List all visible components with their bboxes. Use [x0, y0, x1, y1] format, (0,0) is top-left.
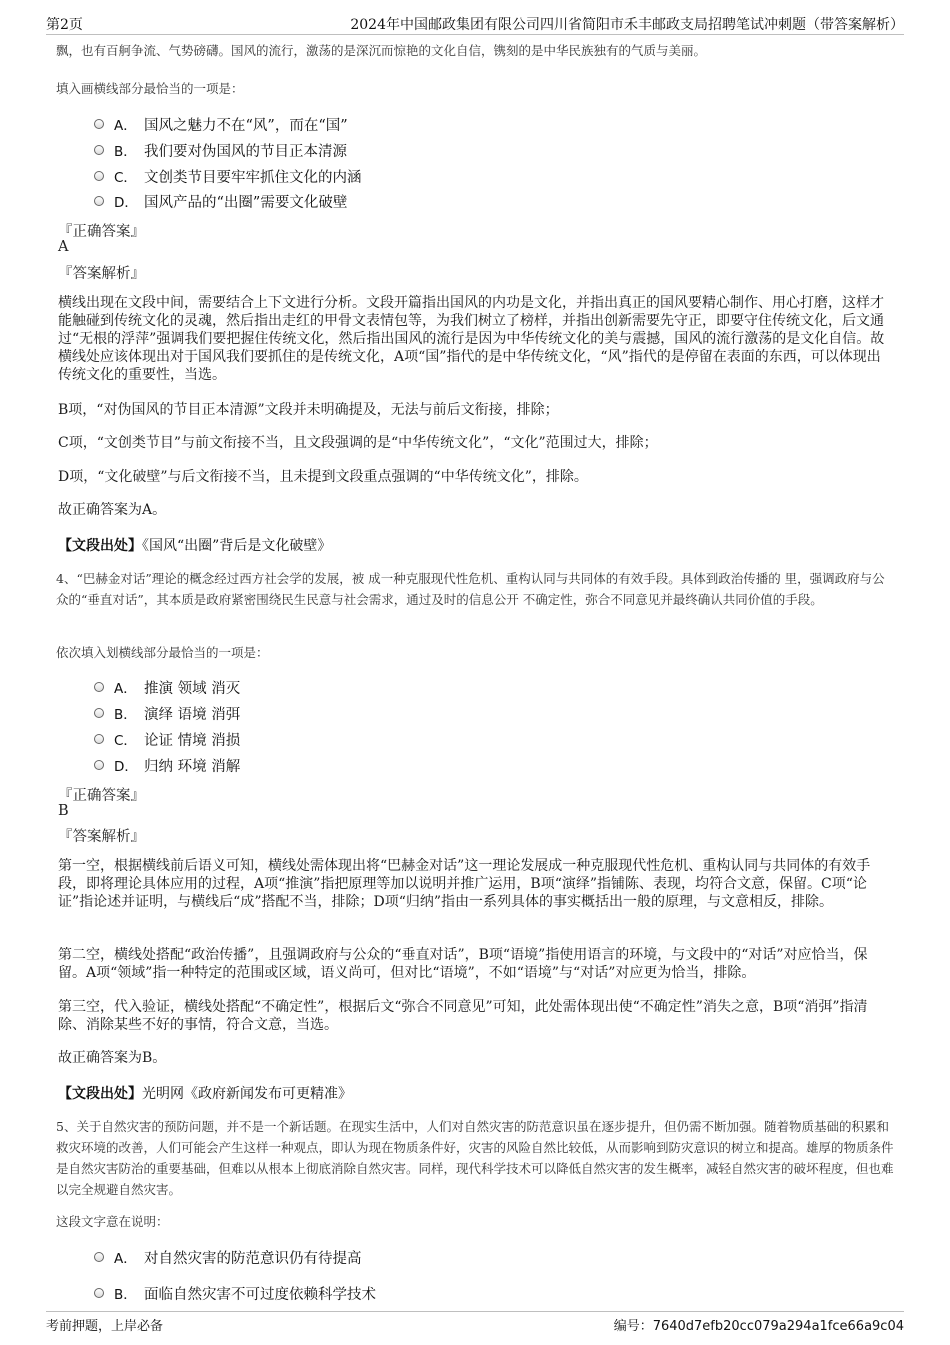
analysis-paragraph: 第一空，根据横线前后语义可知，横线处需体现出将“巴赫金对话”这一理论发展成一种克服现代性危机、重构认同与共同体的有效手段，即将理论具体应用的过程，A项“推演”指把原理等加以说明并推广运用，B项“演绎”指铺陈、表现，均符合文意，保留。C项“论证”指论述并证明，与横线后“成”搭配不当，排除；D项“归纳”指由一系列具体的事实概括出一般的原理，与文意相反，排除。: [58, 858, 871, 910]
option-b[interactable]: [94, 1283, 376, 1303]
option-key: A．: [114, 1251, 137, 1267]
question-5-prompt: 这段文字意在说明：: [56, 1214, 169, 1229]
option-text: 演绎 语境 消弭: [144, 706, 241, 723]
option-key: A．: [114, 118, 137, 134]
analysis-paragraph: B项，“对伪国风的节目正本清源”文段并未明确提及，无法与前后文衔接，排除；: [58, 402, 559, 418]
radio-icon[interactable]: [94, 734, 104, 744]
carry-over-text: 飘，也有百舸争流、气势磅礴。国风的流行，激荡的是深沉而惊艳的文化自信，镌刻的是中华民族独有的气质与美丽。: [56, 43, 707, 58]
option-key: B．: [114, 1287, 137, 1303]
radio-icon[interactable]: [94, 171, 104, 181]
radio-icon[interactable]: [94, 1288, 104, 1298]
source-label: 【文段出处】: [58, 538, 142, 554]
radio-icon[interactable]: [94, 760, 104, 770]
code-value: 7640d7efb20cc079a294a1fce66a9c04: [652, 1319, 904, 1334]
option-d[interactable]: [94, 191, 347, 211]
option-a[interactable]: [94, 114, 348, 134]
page-number: 第2页: [46, 17, 83, 33]
option-b[interactable]: [94, 140, 347, 160]
option-key: A．: [114, 681, 137, 697]
question-prompt: 填入画横线部分最恰当的一项是：: [56, 81, 244, 96]
radio-icon[interactable]: [94, 1252, 104, 1262]
analysis-paragraph: 第三空，代入验证，横线处搭配“不确定性”，根据后文“弥合不同意见”可知，此处需体现出使“不确定性”消失之意，B项“消弭”指清除、消除某些不好的事情，符合文意，当选。: [58, 999, 868, 1033]
source-citation: [58, 1083, 352, 1103]
option-text: 对自然灾害的防范意识仍有待提高: [144, 1250, 362, 1267]
radio-icon[interactable]: [94, 708, 104, 718]
option-key: D．: [114, 195, 138, 211]
option-key: C．: [114, 733, 137, 749]
source-citation: [58, 535, 331, 555]
option-c[interactable]: [94, 729, 240, 749]
question-5-stem: 5、关于自然灾害的预防问题，并不是一个新话题。在现实生活中，人们对自然灾害的防范意识虽在逐步提升，但仍需不断加强。随着物质基础的积累和救灾环境的改善，人们可能会产生这样一种观点，即认为现在物质条件好，灾害的风险自然比较低，从而影响到防灾意识的树立和提高。雄厚的物质条件是自然灾害防治的重要基础，但难以从根本上彻底消除自然灾害。同样，现代科学技术可以降低自然灾害的发生概率，减轻自然灾害的破坏程度，但也难以完全规避自然灾害。: [56, 1119, 894, 1197]
page-footer: [46, 1311, 904, 1334]
analysis-conclusion: 故正确答案为A。: [58, 502, 167, 518]
question-4-stem: 4、“巴赫金对话”理论的概念经过西方社会学的发展，被 成一种克服现代性危机、重构认同与共同体的有效手段。具体到政治传播的 里，强调政府与公众的“垂直对话”，其本质是政府紧密围绕民生民意与社会需求，通过及时的信息公开 不确定性，弥合不同意见并最终确认共同价值的手段。: [56, 571, 885, 607]
analysis-paragraph: 第二空，横线处搭配“政治传播”，且强调政府与公众的“垂直对话”，B项“语境”指使用语言的环境，与文段中的“对话”对应恰当，保留。A项“领域”指一种特定的范围或区域，语义尚可，但对比“语境”，不如“语境”与“对话”对应更为恰当，排除。: [58, 947, 868, 981]
radio-icon[interactable]: [94, 145, 104, 155]
option-b[interactable]: [94, 703, 240, 723]
radio-icon[interactable]: [94, 119, 104, 129]
analysis-paragraph: 横线出现在文段中间，需要结合上下文进行分析。文段开篇指出国风的内功是文化，并指出真正的国风要精心制作、用心打磨，这样才能触碰到传统文化的灵魂，然后指出走红的甲骨文表情包等，为我们树立了榜样，并指出创新需要先守正，即要守住传统文化，后文通过“无根的浮萍”强调我们要把握住传统文化，然后指出国风的流行是因为中华传统文化的美与震撼，国风的流行激荡的是文化自信。故横线处应该体现出对于国风我们要抓住的是传统文化，A项“国”指代的是中华传统文化，“风”指代的是停留在表面的东西，可以体现出传统文化的重要性，当选。: [58, 295, 885, 383]
option-text: 国风之魅力不在“风”，而在“国”: [144, 117, 348, 134]
option-text: 论证 情境 消损: [144, 732, 241, 749]
analysis-label: 『答案解析』: [58, 829, 145, 845]
footer-slogan: 考前押题，上岸必备: [46, 1319, 164, 1334]
source-label: 【文段出处】: [58, 1086, 142, 1102]
analysis-paragraph: C项，“文创类节目”与前文衔接不当，且文段强调的是“中华传统文化”，“文化”范围过大，排除；: [58, 435, 658, 451]
radio-icon[interactable]: [94, 682, 104, 692]
option-key: C．: [114, 170, 137, 186]
answer-label: 『正确答案』: [58, 224, 145, 240]
answer-label: 『正确答案』: [58, 788, 145, 804]
option-text: 国风产品的“出圈”需要文化破壁: [144, 194, 348, 211]
code-label: 编号：: [613, 1319, 653, 1334]
option-key: B．: [114, 144, 137, 160]
option-a[interactable]: [94, 677, 240, 697]
answer-value: B: [58, 803, 69, 819]
answer-value: A: [58, 239, 69, 255]
source-title: 《国风“出圈”背后是文化破壁》: [142, 538, 332, 554]
option-text: 归纳 环境 消解: [144, 758, 241, 775]
option-key: D．: [114, 759, 138, 775]
document-id: [614, 1315, 904, 1334]
option-text: 面临自然灾害不可过度依赖科学技术: [144, 1286, 376, 1303]
analysis-label: 『答案解析』: [58, 266, 145, 282]
option-text: 文创类节目要牢牢抓住文化的内涵: [144, 169, 362, 186]
option-a[interactable]: [94, 1247, 362, 1267]
option-c[interactable]: [94, 166, 362, 186]
analysis-conclusion: 故正确答案为B。: [58, 1050, 167, 1066]
option-key: B．: [114, 707, 137, 723]
radio-icon[interactable]: [94, 196, 104, 206]
option-text: 推演 领域 消灭: [144, 680, 241, 697]
source-title: 光明网《政府新闻发布可更精准》: [142, 1086, 352, 1102]
option-text: 我们要对伪国风的节目正本清源: [144, 143, 347, 160]
document-title: 2024年中国邮政集团有限公司四川省简阳市禾丰邮政支局招聘笔试冲刺题（带答案解析）: [350, 17, 904, 33]
option-d[interactable]: [94, 755, 240, 775]
question-4-prompt: 依次填入划横线部分最恰当的一项是：: [56, 645, 269, 660]
analysis-paragraph: D项，“文化破壁”与后文衔接不当，且未提到文段重点强调的“中华传统文化”，排除。: [58, 469, 588, 485]
